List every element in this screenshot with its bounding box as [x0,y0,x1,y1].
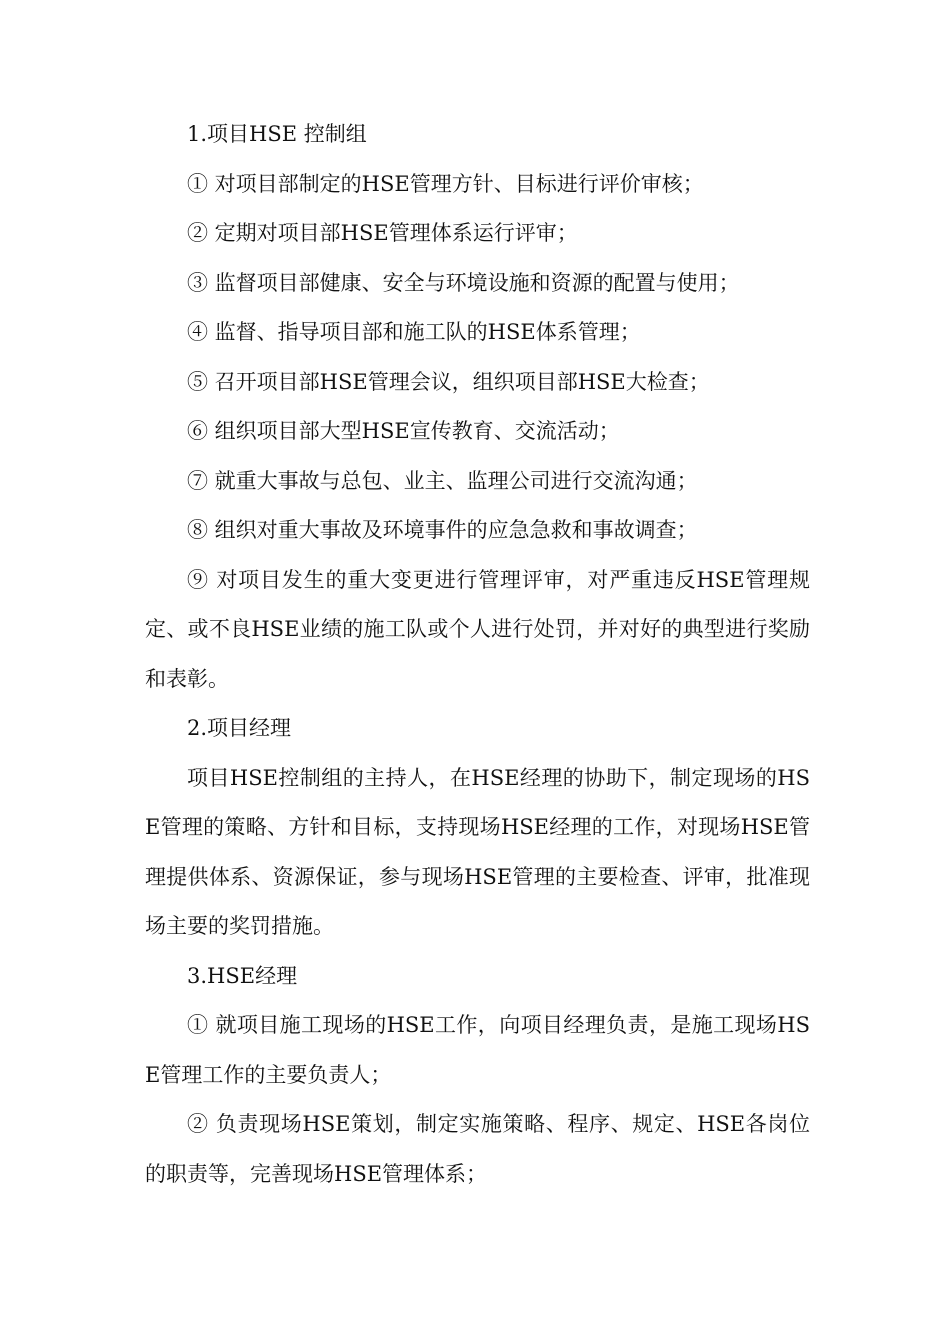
list-item: ⑧ 组织对重大事故及环境事件的应急急救和事故调查； [187,518,698,542]
document-page [145,110,810,1199]
list-item: ① 对项目部制定的HSE管理方针、目标进行评价审核； [187,171,704,196]
section-heading: 3.HSE经理 [187,963,298,988]
list-item: ⑦ 就重大事故与总包、业主、监理公司进行交流沟通； [187,468,698,493]
list-item: ② 负责现场HSE策划，制定实施策略、程序、规定、HSE各岗位的职责等，完善现场HSE管理体系； [145,1112,810,1186]
list-item: ⑥ 组织项目部大型HSE宣传教育、交流活动； [187,419,620,443]
list-item: ④ 监督、指导项目部和施工队的HSE体系管理； [187,320,641,344]
list-item: ⑤ 召开项目部HSE管理会议，组织项目部HSE大检查； [187,369,710,394]
paragraph: 项目HSE控制组的主持人，在HSE经理的协助下，制定现场的HSE管理的策略、方针和目标，支持现场HSE经理的工作，对现场HSE管理提供体系、资源保证，参与现场HSE管理的主要检查、评审，批准现场主要的奖罚措施。 [145,765,810,938]
list-item: ⑨ 对项目发生的重大变更进行管理评审，对严重违反HSE管理规定、或不良HSE业绩的施工队或个人进行处罚，并对好的典型进行奖励和表彰。 [145,567,810,691]
list-item: ② 定期对项目部HSE管理体系运行评审； [187,221,578,245]
section-heading: 2.项目经理 [187,716,292,740]
list-item: ① 就项目施工现场的HSE工作，向项目经理负责，是施工现场HSE管理工作的主要负责人； [145,1013,810,1087]
section-heading: 1.项目HSE 控制组 [187,122,367,146]
list-item: ③ 监督项目部健康、安全与环境设施和资源的配置与使用； [187,270,740,295]
